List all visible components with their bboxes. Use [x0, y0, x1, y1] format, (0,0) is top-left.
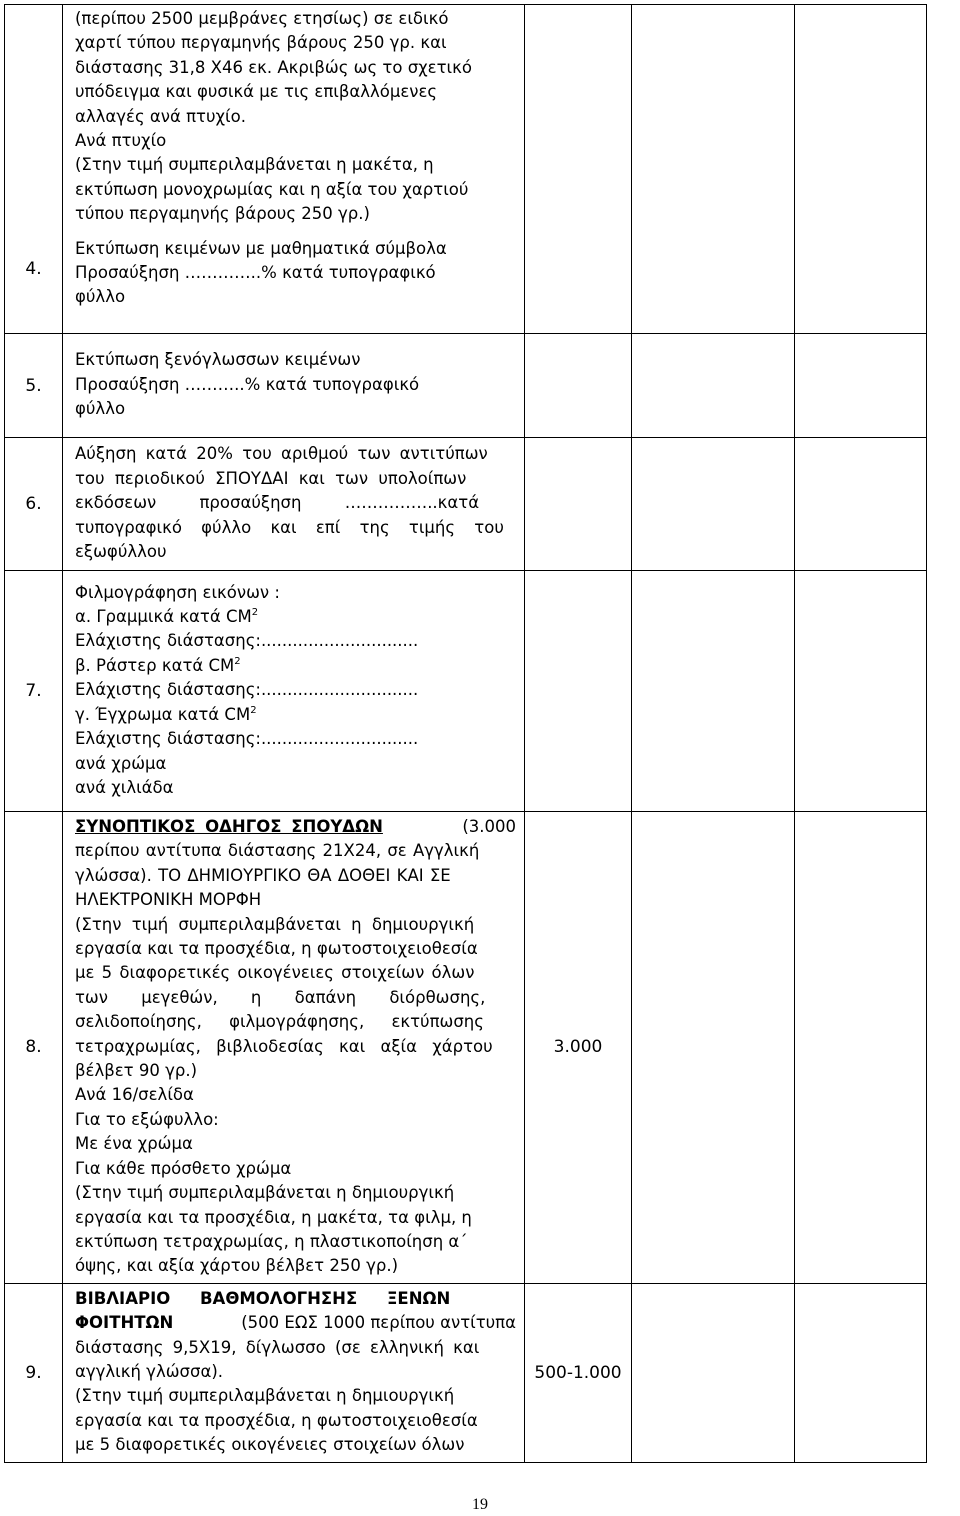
text-line: (περίπου 2500 μεμβράνες ετησίως) σε ειδικό [75, 9, 449, 28]
booklet-title-2: ΦΟΙΤΗΤΩΝ [75, 1313, 174, 1333]
text-line: Εκτύπωση κειμένων με μαθηματικά σύμβολα [75, 238, 447, 258]
text-line: εκτύπωση μονοχρωμίας και η αξία του χαρτιού [75, 179, 469, 199]
text-line: με 5 διαφορετικές οικογένειες στοιχείων όλων [75, 1435, 465, 1455]
text-line: βέλβετ 90 γρ.) [75, 1061, 198, 1081]
booklet-title: ΒΙΒΛΙΑΡΙΟ ΒΑΘΜΟΛΟΓΗΣΗΣ ΞΕΝΩΝ [75, 1288, 451, 1308]
total-cell [795, 571, 927, 812]
table-row-4 [5, 5, 927, 334]
table-row-7 [5, 571, 927, 812]
row-number-cell [5, 812, 63, 1284]
text-line: Φιλμογράφηση εικόνων : [75, 582, 280, 602]
row-number: 8. [25, 1037, 42, 1058]
price-cell [632, 812, 795, 1284]
text-line [75, 605, 516, 629]
text-line: (Στην τιμή συμπεριλαμβάνεται η μακέτα, η [75, 155, 434, 175]
text-line [75, 442, 516, 466]
price-cell [632, 438, 795, 571]
text-line [75, 913, 516, 937]
quantity-cell [525, 571, 632, 812]
text-line: Ανά πτυχίο [75, 131, 167, 151]
text-line: εργασία και τα προσχέδια, η φωτοστοιχειοθεσία [75, 939, 478, 959]
text-line-content: εκδόσεων προσαύξηση ……………..κατά [75, 493, 480, 513]
quantity-value: 500-1.000 [534, 1362, 622, 1383]
text-line-content: α. Γραμμικά κατά CM [75, 607, 252, 627]
text-line [75, 654, 516, 678]
row-number-cell [5, 1283, 63, 1462]
row-number-cell [5, 334, 63, 438]
text-line: υπόδειγμα και φυσικά με τις επιβαλλόμενες [75, 82, 438, 102]
quantity-cell [525, 438, 632, 571]
text-line [75, 815, 516, 839]
text-line-content: διάστασης 9,5Χ19, δίγλωσσο (σε ελληνική και [75, 1337, 480, 1357]
row-number-cell [5, 5, 63, 334]
text-line: τύπου περγαμηνής βάρους 250 γρ.) [75, 204, 370, 224]
text-line: φύλλο [75, 287, 126, 307]
price-cell [632, 571, 795, 812]
text-line: ανά χιλιάδα [75, 777, 174, 797]
text-line: (Στην τιμή συμπεριλαμβάνεται η δημιουργική [75, 1183, 455, 1203]
row-number-cell [5, 571, 63, 812]
quantity-cell [525, 334, 632, 438]
pricing-table [4, 4, 927, 1463]
text-line: Ανά 16/σελίδα [75, 1085, 194, 1105]
text-line: Ελάχιστης διάστασης:.............................. [75, 680, 419, 700]
text-line [75, 1311, 516, 1335]
price-cell [632, 5, 795, 334]
text-line [75, 839, 516, 863]
row-number: 9. [25, 1362, 42, 1383]
total-cell [795, 334, 927, 438]
description-cell [63, 812, 525, 1284]
text-line: ανά χρώμα [75, 753, 167, 773]
text-line [75, 516, 516, 540]
text-line: αλλαγές ανά πτυχίο. [75, 106, 246, 126]
text-line: εργασία και τα προσχέδια, η μακέτα, τα φιλμ, η [75, 1207, 472, 1227]
page-number: 19 [472, 1496, 488, 1513]
text-line-content: του περιοδικού ΣΠΟΥΔΑΙ και των υπολοίπων [75, 468, 467, 488]
text-line [75, 961, 516, 985]
quantity-cell [525, 812, 632, 1284]
text-line [75, 1287, 516, 1311]
superscript: 2 [234, 655, 241, 667]
table-row-9 [5, 1283, 927, 1462]
text-line: Για το εξώφυλλο: [75, 1109, 219, 1129]
table-row-6 [5, 438, 927, 571]
guide-title-rest: (3.000 [462, 817, 516, 836]
text-line: διάστασης 31,8 Χ46 εκ. Ακριβώς ως το σχετικό [75, 57, 472, 77]
text-line: Προσαύξηση …………..% κατά τυπογραφικό [75, 263, 436, 283]
text-line: εκτύπωση τετραχρωμίας, η πλαστικοποίηση α΄ [75, 1231, 468, 1251]
text-line: Προσαύξηση ………..% κατά τυπογραφικό [75, 374, 420, 394]
price-cell [632, 334, 795, 438]
row-number: 5. [25, 375, 42, 396]
row-number: 6. [25, 494, 42, 514]
text-line: Ελάχιστης διάστασης:.............................. [75, 631, 419, 651]
superscript: 2 [251, 607, 259, 619]
text-line: αγγλική γλώσσα). [75, 1361, 224, 1381]
text-line [75, 1010, 516, 1034]
description-cell [63, 438, 525, 571]
table-row-8 [5, 812, 927, 1284]
superscript: 2 [250, 704, 257, 716]
table-row-5 [5, 334, 927, 438]
text-line: Εκτύπωση ξενόγλωσσων κειμένων [75, 350, 361, 370]
text-line [75, 491, 516, 515]
guide-title: ΣΥΝΟΠΤΙΚΟΣ ΟΔΗΓΟΣ ΣΠΟΥΔΩΝ [75, 817, 383, 836]
booklet-title-rest: (500 ΕΩΣ 1000 περίπου αντίτυπα [241, 1313, 516, 1333]
quantity-cell [525, 5, 632, 334]
text-line: Για κάθε πρόσθετο χρώμα [75, 1158, 292, 1178]
text-line-content: Αύξηση κατά 20% του αριθμού των αντιτύπων [75, 444, 488, 464]
price-cell [632, 1283, 795, 1462]
text-line [75, 467, 516, 491]
description-cell [63, 5, 525, 334]
text-line: Με ένα χρώμα [75, 1134, 193, 1154]
text-line: εξωφύλλου [75, 542, 167, 562]
text-line-content: β. Ράστερ κατά CM [75, 655, 235, 675]
text-line-content: τυπογραφικό φύλλο και επί της τιμής του [75, 517, 504, 537]
text-line-content: γλώσσα). ΤΟ ΔΗΜΙΟΥΡΓΙΚΟ ΘΑ ΔΟΘΕΙ ΚΑΙ ΣΕ [75, 865, 451, 885]
total-cell [795, 5, 927, 334]
text-line: εργασία και τα προσχέδια, η φωτοστοιχειοθεσία [75, 1410, 478, 1430]
text-line [75, 703, 516, 727]
description-cell [63, 1283, 525, 1462]
text-line-content: σελιδοποίησης, φιλμογράφησης, εκτύπωσης [75, 1012, 484, 1032]
total-cell [795, 1283, 927, 1462]
description-cell [63, 571, 525, 812]
row-number: 4. [25, 259, 42, 279]
row-number-cell [5, 438, 63, 571]
text-line: όψης, και αξία χάρτου βέλβετ 250 γρ.) [75, 1256, 399, 1276]
quantity-value: 3.000 [553, 1037, 603, 1058]
text-line: ΗΛΕΚΤΡΟΝΙΚΗ ΜΟΡΦΗ [75, 890, 262, 910]
row-number: 7. [25, 681, 42, 701]
text-line-content: γ. Έγχρωμα κατά CM [75, 704, 251, 724]
text-line-content: των μεγεθών, η δαπάνη διόρθωσης, [75, 987, 486, 1007]
text-line-content: με 5 διαφορετικές οικογένειες στοιχείων όλων [75, 963, 475, 983]
text-line-content: (Στην τιμή συμπεριλαμβάνεται η δημιουργική [75, 914, 475, 934]
text-line: Ελάχιστης διάστασης:.............................. [75, 729, 419, 749]
text-line-content: τετραχρωμίας, βιβλιοδεσίας και αξία χάρτου [75, 1036, 493, 1056]
text-line-content: περίπου αντίτυπα διάστασης 21Χ24, σε Αγγλική [75, 841, 480, 861]
quantity-cell [525, 1283, 632, 1462]
text-line [75, 986, 516, 1010]
total-cell [795, 812, 927, 1284]
text-line: (Στην τιμή συμπεριλαμβάνεται η δημιουργική [75, 1386, 455, 1406]
text-line: φύλλο [75, 399, 126, 419]
text-line [75, 864, 516, 888]
text-line: χαρτί τύπου περγαμηνής βάρους 250 γρ. και [75, 33, 447, 53]
text-line [75, 1035, 516, 1059]
text-line [75, 1336, 516, 1360]
total-cell [795, 438, 927, 571]
description-cell [63, 334, 525, 438]
